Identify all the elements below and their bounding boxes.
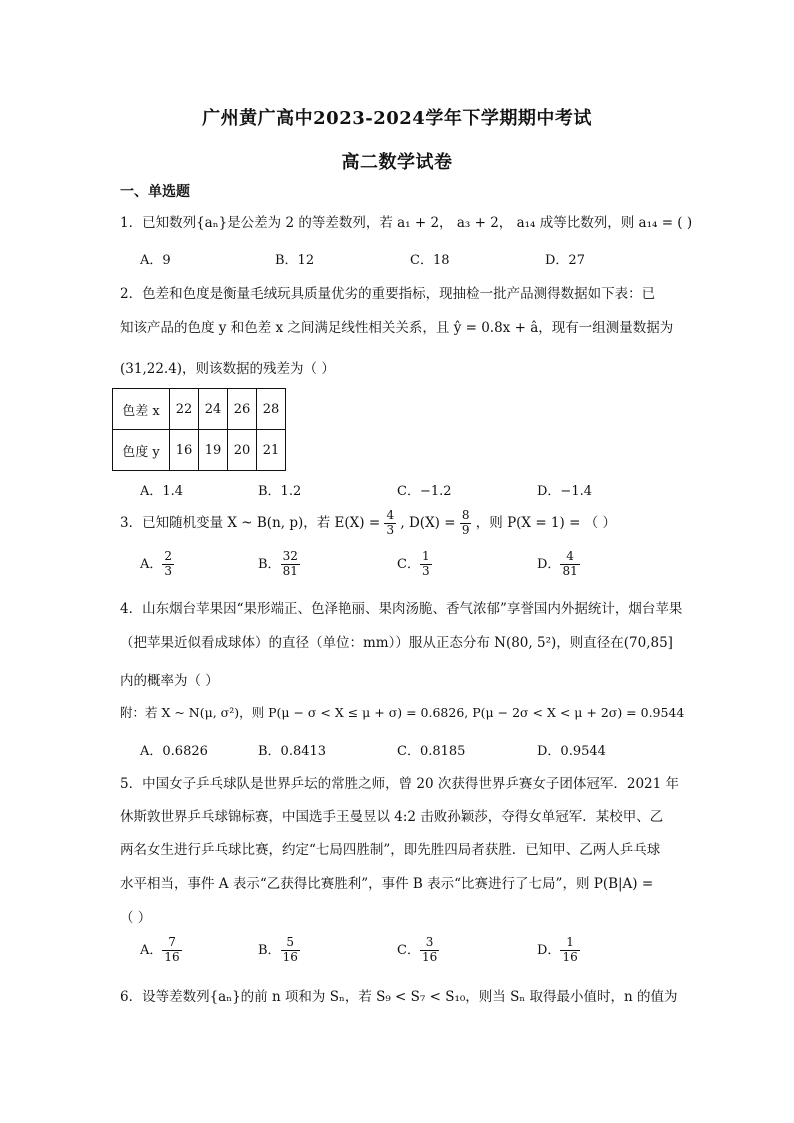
fraction-denominator: 81: [282, 563, 298, 578]
question-2-line-1: 2．色差和色度是衡量毛绒玩具质量优劣的重要指标，现抽检一批产品测得数据如下表：已: [120, 286, 656, 302]
question-4-line-2: （把苹果近似看成球体）的直径（单位：mm））服从正态分布 N(80, 5²)，则直径在(70,85]: [120, 635, 673, 651]
q1-option-c: C．18: [410, 253, 450, 268]
fraction-numerator: 32: [282, 549, 298, 563]
question-5-line-4: 水平相当，事件 A 表示“乙获得比赛胜利”，事件 B 表示“比赛进行了七局”，则 P(B|A) =: [120, 876, 654, 892]
question-5-line-2: 休斯敦世界乒乓球锦标赛，中国选手王曼昱以 4:2 击败孙颖莎，夺得女单冠军．某校甲、乙: [120, 809, 664, 825]
table-cell: 28: [257, 389, 286, 430]
q1-option-b: B．12: [275, 253, 315, 268]
q5-option-b: [258, 936, 300, 965]
fraction-numerator: 5: [286, 935, 295, 949]
option-fraction: [162, 550, 174, 579]
q3-variance-fraction: [460, 509, 472, 538]
q2-option-a: A．1.4: [140, 484, 184, 499]
fraction-denominator: 3: [164, 563, 173, 578]
question-2-line-2: 知该产品的色度 y 和色差 x 之间满足线性相关关系，且 ŷ = 0.8x + â，现有一组测量数据为: [120, 320, 674, 336]
table-cell: 24: [199, 389, 228, 430]
option-label: C．: [397, 556, 420, 572]
option-label: B．: [258, 556, 281, 572]
q3-mid: , D(X) =: [400, 514, 456, 531]
section-heading: 一、单选题: [120, 184, 190, 200]
table-cell: 19: [199, 430, 228, 471]
q5-option-c: [397, 936, 439, 965]
question-3-text: [120, 509, 616, 538]
q1-option-a: A．9: [140, 253, 171, 268]
q2-option-b: B．1.2: [258, 484, 302, 499]
q3-option-c: [397, 550, 432, 579]
option-fraction: [162, 936, 181, 965]
table-row: [113, 430, 286, 471]
q3-suffix: ，则 P(X = 1) = （ ）: [475, 514, 616, 531]
question-4-line-3: 内的概率为（ ）: [120, 673, 219, 689]
table-row: [113, 389, 286, 430]
q4-option-d: D．0.9544: [537, 744, 606, 759]
table-cell: 21: [257, 430, 286, 471]
fraction-numerator: 2: [164, 549, 173, 563]
option-label: A．: [140, 942, 163, 958]
q3-option-d: [537, 550, 580, 579]
data-table: [112, 388, 286, 471]
q3-option-b: [258, 550, 300, 579]
table-cell: 22: [170, 389, 199, 430]
option-fraction: [560, 550, 579, 579]
option-label: B．: [258, 942, 281, 958]
q2-option-d: D．−1.4: [537, 484, 592, 499]
fraction-numerator: 8: [461, 508, 470, 522]
option-label: A．: [140, 556, 163, 572]
q3-prefix: 3．已知随机变量 X ~ B(n, p)，若 E(X) =: [120, 514, 381, 531]
q4-option-a: A．0.6826: [140, 744, 208, 759]
fraction-denominator: 16: [562, 949, 578, 964]
question-5-line-1: 5．中国女子乒乓球队是世界乒坛的常胜之师，曾 20 次获得世界乒赛女子团体冠军．2021 年: [120, 776, 679, 792]
fraction-numerator: 1: [421, 549, 430, 563]
fraction-denominator: 3: [421, 563, 430, 578]
page-title: 广州黄广高中2023-2024学年下学期期中考试: [202, 108, 592, 129]
option-fraction: [560, 936, 579, 965]
fraction-numerator: 3: [425, 935, 434, 949]
q2-option-c: C．−1.2: [397, 484, 452, 499]
question-1-text: 1．已知数列{aₙ}是公差为 2 的等差数列，若 a₁ + 2， a₃ + 2， a₁₄ 成等比数列，则 a₁₄ = ( ): [120, 215, 693, 231]
option-label: D．: [537, 556, 561, 572]
q5-option-a: [140, 936, 182, 965]
question-4-line-1: 4．山东烟台苹果因“果形端正、色泽艳丽、果肉汤脆、香气浓郁”享誉国内外据统计，烟台苹果: [120, 601, 683, 617]
table-cell: 16: [170, 430, 199, 471]
page-subtitle: 高二数学试卷: [341, 152, 453, 173]
option-fraction: [281, 936, 300, 965]
option-fraction: [281, 550, 300, 579]
fraction-numerator: 1: [566, 935, 574, 949]
table-cell: 色度 y: [113, 430, 170, 471]
fraction-denominator: 81: [562, 563, 578, 578]
fraction-denominator: 9: [461, 522, 470, 537]
question-5-line-3: 两名女生进行乒乓球比赛，约定“七局四胜制”，即先胜四局者获胜．已知甲、乙两人乒乓球: [120, 842, 661, 858]
option-fraction: [420, 936, 439, 965]
question-4-appendix: 附：若 X ~ N(μ, σ²)，则 P(μ − σ < X ≤ μ + σ) = 0.6826, P(μ − 2σ < X < μ + 2σ) = 0.9544: [120, 705, 685, 720]
option-label: C．: [397, 942, 420, 958]
q3-expectation-fraction: [384, 509, 396, 538]
fraction-numerator: 4: [566, 549, 574, 563]
q4-option-c: C．0.8185: [397, 744, 466, 759]
table-cell: 色差 x: [113, 389, 170, 430]
fraction-numerator: 4: [386, 508, 395, 522]
question-5-line-5: （ ）: [120, 910, 152, 926]
question-6-line-1: 6．设等差数列{aₙ}的前 n 项和为 Sₙ，若 S₉ < S₇ < S₁₀，则当 Sₙ 取得最小值时，n 的值为: [120, 989, 678, 1005]
fraction-numerator: 7: [168, 935, 176, 949]
q5-option-d: [537, 936, 580, 965]
option-fraction: [420, 550, 432, 579]
q4-option-b: B．0.8413: [258, 744, 327, 759]
table-cell: 26: [228, 389, 257, 430]
table-cell: 20: [228, 430, 257, 471]
question-2-line-3: (31,22.4)，则该数据的残差为（ ）: [120, 361, 335, 377]
option-label: D．: [537, 942, 561, 958]
fraction-denominator: 16: [421, 949, 438, 964]
q1-option-d: D．27: [545, 253, 585, 268]
q3-option-a: [140, 550, 174, 579]
fraction-denominator: 16: [164, 949, 180, 964]
fraction-denominator: 16: [282, 949, 298, 964]
fraction-denominator: 3: [386, 522, 395, 537]
